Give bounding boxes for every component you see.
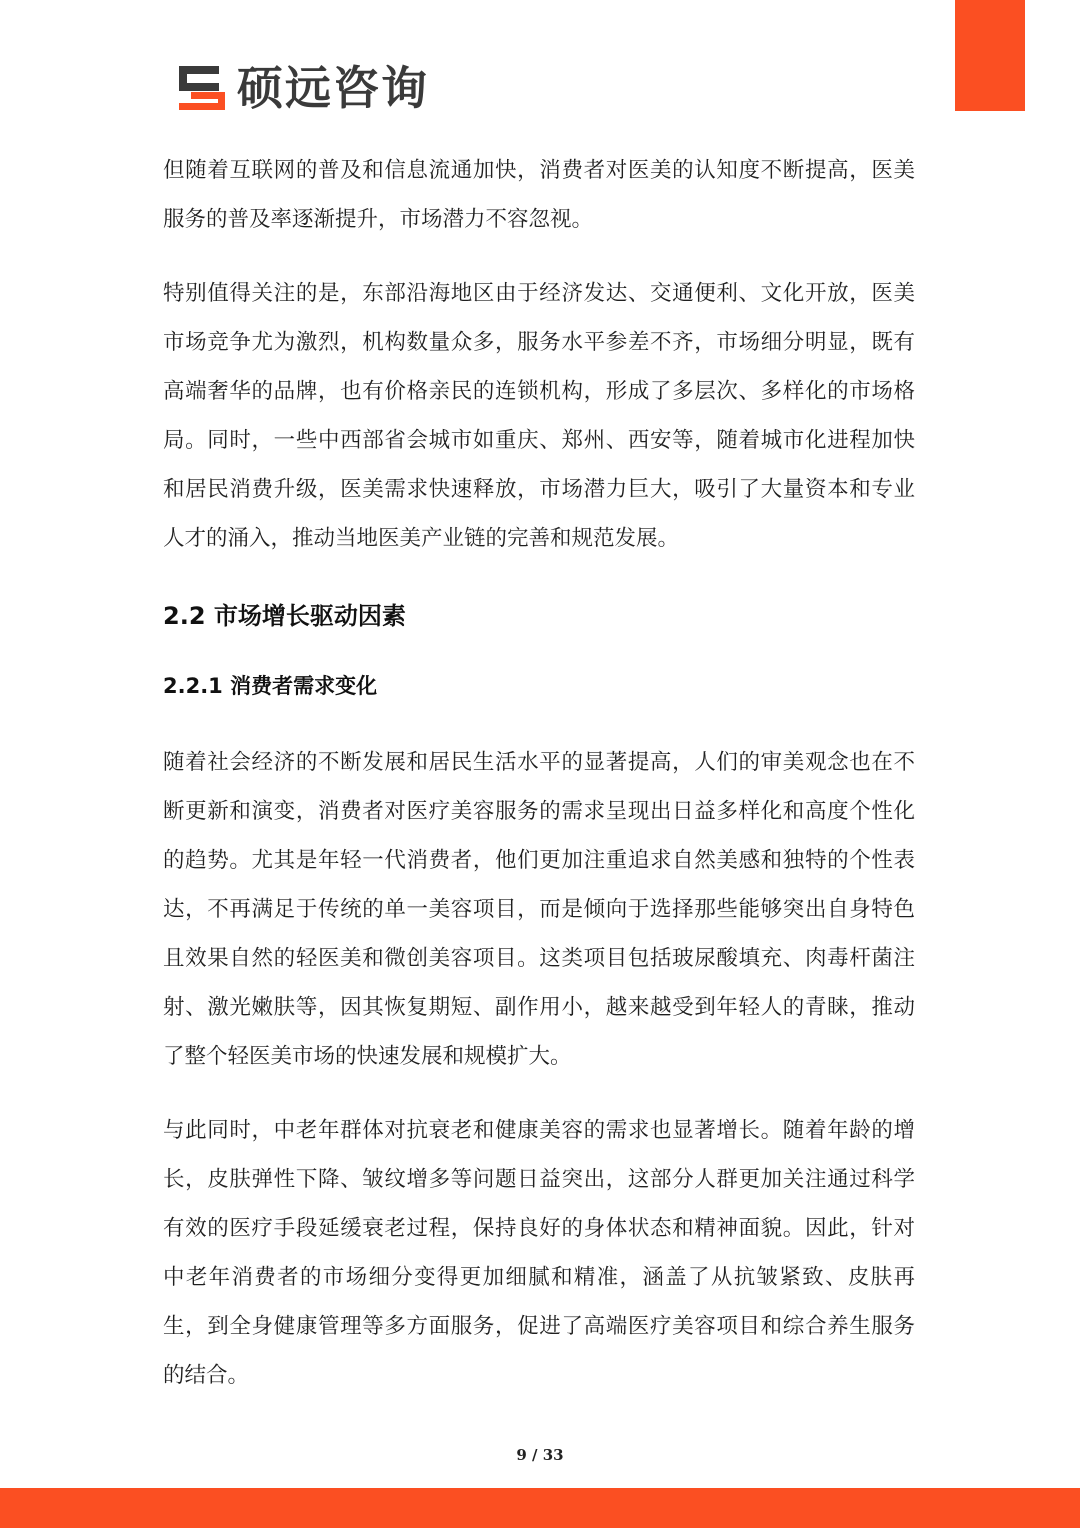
brand-logo-icon [177,63,227,113]
paragraph-4: 与此同时，中老年群体对抗衰老和健康美容的需求也显著增长。随着年龄的增长，皮肤弹性下降、皱纹增多等问题日益突出，这部分人群更加关注通过科学有效的医疗手段延缓衰老过程，保持良好的身体状态和精神面貌。因此，针对中老年消费者的市场细分变得更加细腻和精准，涵盖了从抗皱紧致、皮肤再生，到全身健康管理等多方面服务，促进了高端医疗美容项目和综合养生服务的结合。 [163,1118,915,1388]
brand-name: 硕远咨询 [237,61,429,115]
corner-accent-block [955,0,1025,111]
footer-accent-bar [0,1488,1080,1528]
paragraph-2: 特别值得关注的是，东部沿海地区由于经济发达、交通便利、文化开放，医美市场竞争尤为激烈，机构数量众多，服务水平参差不齐，市场细分明显，既有高端奢华的品牌，也有价格亲民的连锁机构，形成了多层次、多样化的市场格局。同时，一些中西部省会城市如重庆、郑州、西安等，随着城市化进程加快和居民消费升级，医美需求快速释放，市场潜力巨大，吸引了大量资本和专业人才的涌入，推动当地医美产业链的完善和规范发展。 [163,281,915,551]
paragraph-3: 随着社会经济的不断发展和居民生活水平的显著提高，人们的审美观念也在不断更新和演变，消费者对医疗美容服务的需求呈现出日益多样化和高度个性化的趋势。尤其是年轻一代消费者，他们更加注重追求自然美感和独特的个性表达，不再满足于传统的单一美容项目，而是倾向于选择那些能够突出自身特色且效果自然的轻医美和微创美容项目。这类项目包括玻尿酸填充、肉毒杆菌注射、激光嫩肤等，因其恢复期短、副作用小，越来越受到年轻人的青睐，推动了整个轻医美市场的快速发展和规模扩大。 [163,750,915,1069]
section-heading: 2.2 市场增长驱动因素 [163,602,406,630]
brand-logo [177,60,429,116]
paragraph-1: 但随着互联网的普及和信息流通加快，消费者对医美的认知度不断提高，医美服务的普及率逐渐提升，市场潜力不容忽视。 [163,158,915,232]
subsection-heading: 2.2.1 消费者需求变化 [163,674,378,698]
page-number: 9 / 33 [516,1446,564,1464]
document-body [163,146,915,1425]
